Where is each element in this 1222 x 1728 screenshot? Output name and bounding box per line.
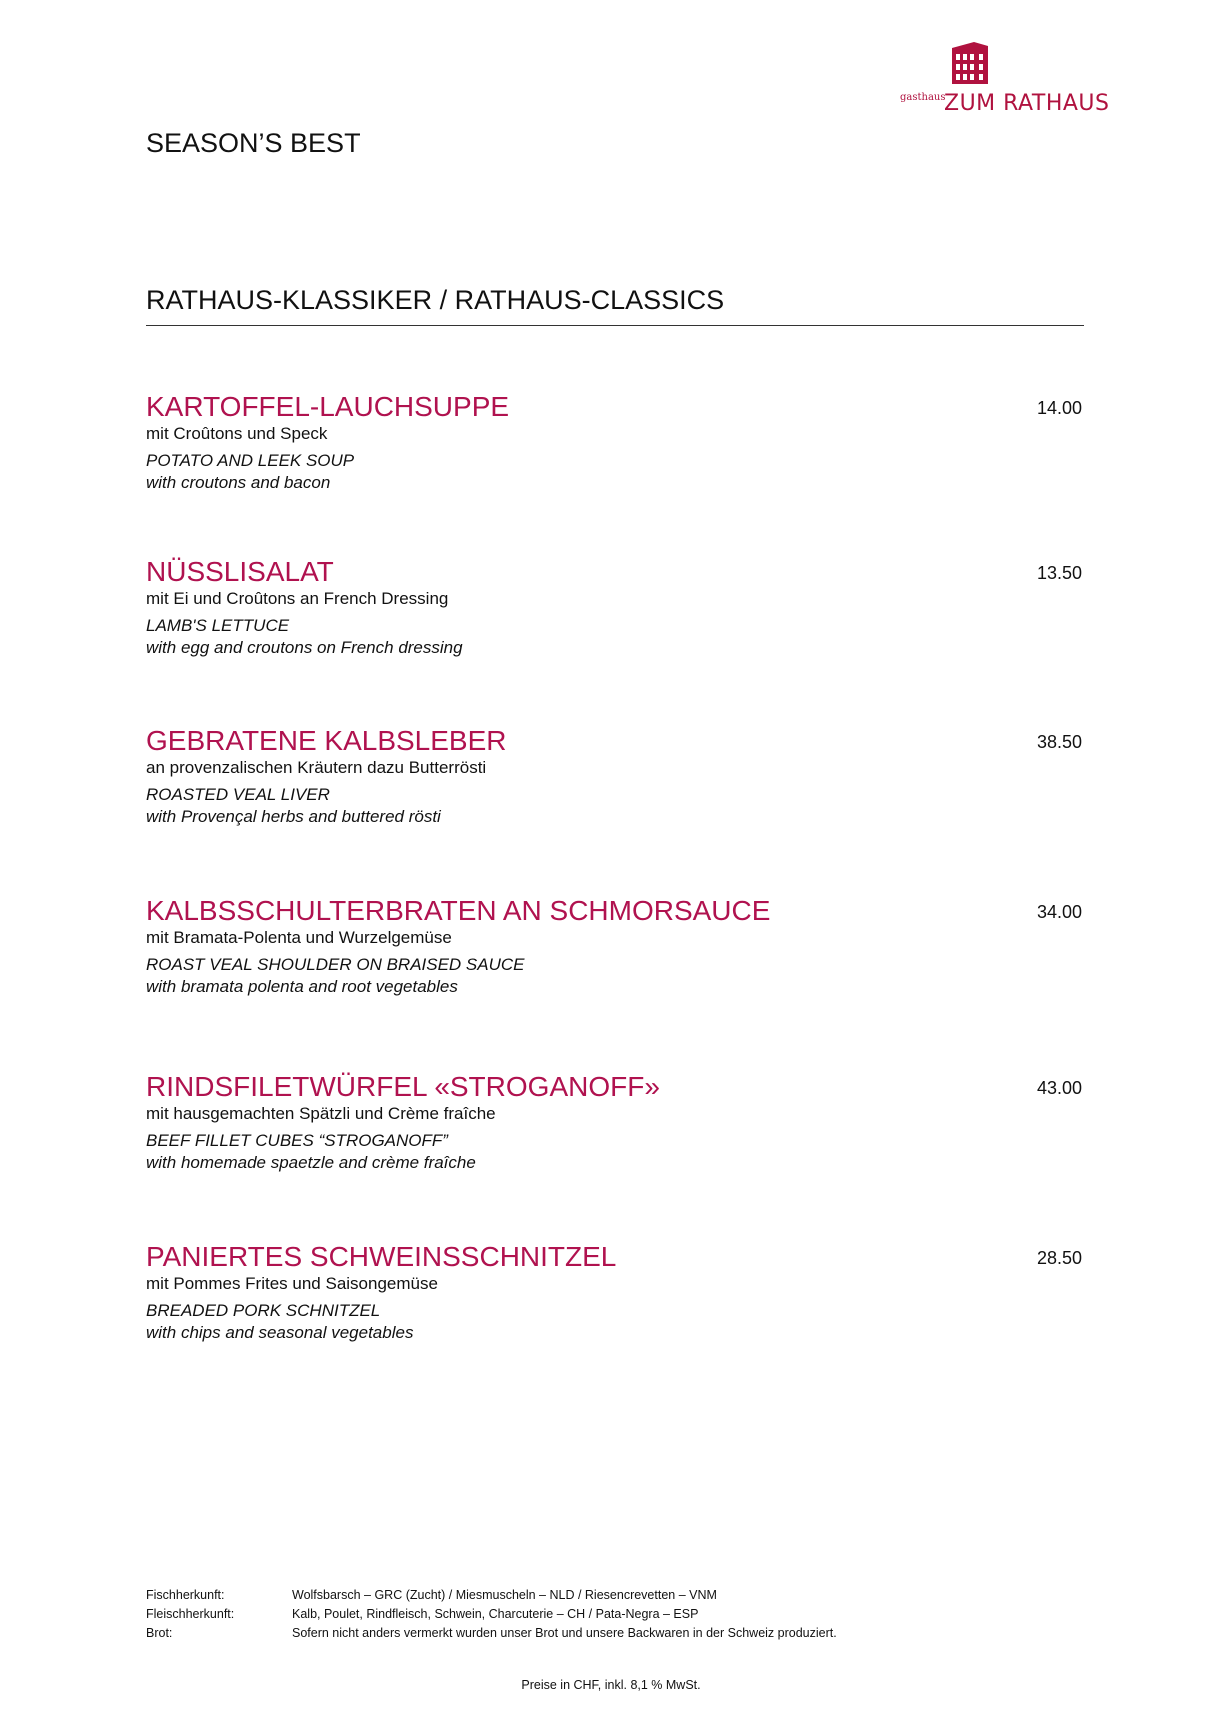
dish-description: mit Croûtons und Speck <box>146 424 328 443</box>
dish-name: GEBRATENE KALBSLEBER <box>146 725 507 756</box>
price-footnote: Preise in CHF, inkl. 8,1 % MwSt. <box>521 1678 701 1692</box>
dish-description-english: with chips and seasonal vegetables <box>146 1323 414 1342</box>
dish-description-english: with Provençal herbs and buttered rösti <box>146 807 441 826</box>
dish-description-english: with bramata polenta and root vegetables <box>146 977 458 996</box>
origin-value: Wolfsbarsch – GRC (Zucht) / Miesmuscheln – NLD / Riesencrevetten – VNM <box>292 1588 717 1602</box>
dish-price: 13.50 <box>1036 563 1082 583</box>
logo-main-text: ZUM RATHAUS <box>944 91 1110 116</box>
dish-description: an provenzalischen Kräutern dazu Butterrösti <box>146 758 487 777</box>
origin-value: Kalb, Poulet, Rindfleisch, Schwein, Charcuterie – CH / Pata-Negra – ESP <box>292 1607 699 1621</box>
dish-price: 34.00 <box>1036 902 1082 922</box>
origin-row <box>146 1605 1096 1624</box>
origin-value: Sofern nicht anders vermerkt wurden unser Brot und unsere Backwaren in der Schweiz produziert. <box>292 1626 837 1640</box>
dish-name: KALBSSCHULTERBRATEN AN SCHMORSAUCE <box>146 895 771 926</box>
dish-description: mit Ei und Croûtons an French Dressing <box>146 589 449 608</box>
section-title: RATHAUS-KLASSIKER / RATHAUS-CLASSICS <box>146 285 725 315</box>
dish-name-english: ROASTED VEAL LIVER <box>146 785 330 804</box>
origin-row <box>146 1586 1096 1605</box>
origin-label: Brot: <box>146 1626 173 1640</box>
dish-description: mit Pommes Frites und Saisongemüse <box>146 1274 438 1293</box>
origin-row <box>146 1624 1096 1643</box>
origin-info <box>146 1586 1096 1643</box>
dish-name-english: BREADED PORK SCHNITZEL <box>146 1301 381 1320</box>
dish-name-english: LAMB'S LETTUCE <box>146 616 290 635</box>
dish-price: 38.50 <box>1036 732 1082 752</box>
dish-description-english: with homemade spaetzle and crème fraîche <box>146 1153 476 1172</box>
dish-name-english: POTATO AND LEEK SOUP <box>146 451 355 470</box>
dish-name: RINDSFILETWÜRFEL «STROGANOFF» <box>146 1071 660 1102</box>
logo-small-text: gasthaus <box>900 92 946 103</box>
origin-label: Fischherkunft: <box>146 1588 225 1602</box>
dish-name: KARTOFFEL-LAUCHSUPPE <box>146 391 510 422</box>
page-title: SEASON’S BEST <box>146 128 361 158</box>
dish-price: 28.50 <box>1036 1248 1082 1268</box>
dish-description-english: with croutons and bacon <box>146 473 331 492</box>
dish-description: mit hausgemachten Spätzli und Crème fraîche <box>146 1104 496 1123</box>
dish-name-english: ROAST VEAL SHOULDER ON BRAISED SAUCE <box>146 955 525 974</box>
restaurant-logo <box>900 40 1110 120</box>
dish-description-english: with egg and croutons on French dressing <box>146 638 463 657</box>
origin-label: Fleischherkunft: <box>146 1607 235 1621</box>
section-header <box>146 285 1084 326</box>
building-logo-icon <box>944 40 990 86</box>
dish-price: 14.00 <box>1036 398 1082 418</box>
dish-name-english: BEEF FILLET CUBES “STROGANOFF” <box>146 1131 448 1150</box>
dish-name: NÜSSLISALAT <box>146 556 334 587</box>
dish-price: 43.00 <box>1036 1078 1082 1098</box>
dish-description: mit Bramata-Polenta und Wurzelgemüse <box>146 928 452 947</box>
dish-name: PANIERTES SCHWEINSSCHNITZEL <box>146 1241 617 1272</box>
